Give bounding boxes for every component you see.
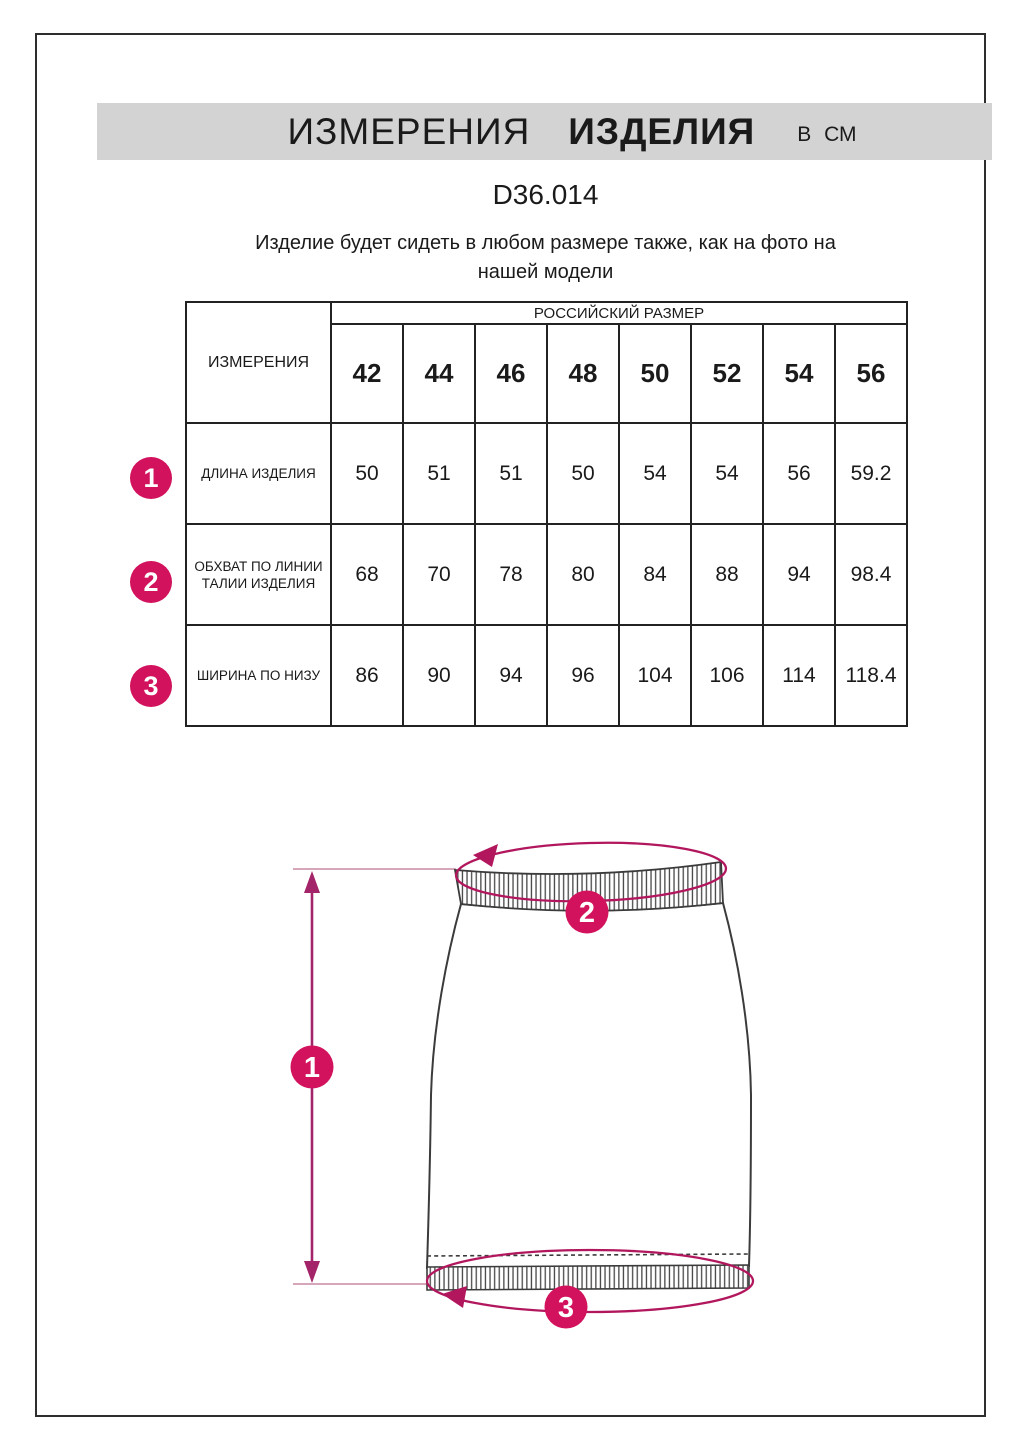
arrow-down-icon bbox=[304, 1261, 320, 1283]
page-title-word2: ИЗДЕЛИЯ bbox=[568, 110, 756, 152]
fit-note-line2: нашей модели bbox=[477, 261, 614, 283]
cell-length-48: 50 bbox=[547, 423, 619, 524]
hem-band bbox=[427, 1265, 749, 1290]
cell-length-54: 56 bbox=[763, 423, 835, 524]
page-frame bbox=[35, 33, 986, 1417]
header-bar bbox=[97, 103, 992, 160]
cell-hem-54: 114 bbox=[763, 625, 835, 726]
size-header-42: 42 bbox=[331, 324, 403, 423]
cell-hem-50: 104 bbox=[619, 625, 691, 726]
cell-hem-48: 96 bbox=[547, 625, 619, 726]
skirt-outline bbox=[427, 903, 751, 1268]
cell-waist-50: 84 bbox=[619, 524, 691, 625]
table-row-length bbox=[186, 423, 907, 524]
cell-waist-48: 80 bbox=[547, 524, 619, 625]
diagram-badge-1 bbox=[291, 1046, 334, 1089]
diagram-badge-2 bbox=[566, 891, 609, 934]
row-label-hem: ШИРИНА ПО НИЗУ bbox=[186, 625, 331, 726]
product-code: D36.014 bbox=[492, 179, 599, 210]
cell-hem-56: 118.4 bbox=[835, 625, 907, 726]
garment-diagram bbox=[277, 815, 837, 1355]
table-row-header-group bbox=[186, 302, 907, 324]
row-label-waist: ОБХВАТ ПО ЛИНИИ ТАЛИИ ИЗДЕЛИЯ bbox=[186, 524, 331, 625]
page-title-word1: ИЗМЕРЕНИЯ bbox=[287, 110, 531, 152]
size-table bbox=[185, 301, 908, 727]
waist-arrow-icon bbox=[473, 844, 498, 867]
cell-hem-44: 90 bbox=[403, 625, 475, 726]
svg-text:3: 3 bbox=[557, 1292, 575, 1324]
row-label-length: ДЛИНА ИЗДЕЛИЯ bbox=[186, 423, 331, 524]
page-title-unit: В СМ bbox=[797, 122, 857, 146]
cell-length-46: 51 bbox=[475, 423, 547, 524]
measure-badge-1: 1 bbox=[130, 457, 172, 499]
size-header-48: 48 bbox=[547, 324, 619, 423]
size-header-52: 52 bbox=[691, 324, 763, 423]
cell-waist-42: 68 bbox=[331, 524, 403, 625]
svg-text:1: 1 bbox=[303, 1052, 321, 1084]
fit-note bbox=[72, 229, 1019, 287]
size-header-46: 46 bbox=[475, 324, 547, 423]
cell-waist-46: 78 bbox=[475, 524, 547, 625]
size-group-header: РОССИЙСКИЙ РАЗМЕР bbox=[331, 302, 907, 324]
cell-length-50: 54 bbox=[619, 423, 691, 524]
measurements-column-header: ИЗМЕРЕНИЯ bbox=[186, 302, 331, 423]
fit-note-line1: Изделие будет сидеть в любом размере также, как на фото на bbox=[255, 232, 836, 254]
size-header-50: 50 bbox=[619, 324, 691, 423]
cell-waist-56: 98.4 bbox=[835, 524, 907, 625]
measure-badge-2: 2 bbox=[130, 561, 172, 603]
size-header-44: 44 bbox=[403, 324, 475, 423]
cell-waist-44: 70 bbox=[403, 524, 475, 625]
svg-text:2: 2 bbox=[578, 897, 596, 929]
table-row-waist bbox=[186, 524, 907, 625]
cell-length-44: 51 bbox=[403, 423, 475, 524]
measure-badge-3: 3 bbox=[130, 665, 172, 707]
cell-hem-42: 86 bbox=[331, 625, 403, 726]
cell-waist-52: 88 bbox=[691, 524, 763, 625]
cell-hem-52: 106 bbox=[691, 625, 763, 726]
size-header-56: 56 bbox=[835, 324, 907, 423]
diagram-badge-3 bbox=[545, 1286, 588, 1329]
cell-hem-46: 94 bbox=[475, 625, 547, 726]
size-header-54: 54 bbox=[763, 324, 835, 423]
cell-waist-54: 94 bbox=[763, 524, 835, 625]
cell-length-42: 50 bbox=[331, 423, 403, 524]
cell-length-52: 54 bbox=[691, 423, 763, 524]
table-row-hem bbox=[186, 625, 907, 726]
arrow-up-icon bbox=[304, 871, 320, 893]
cell-length-56: 59.2 bbox=[835, 423, 907, 524]
